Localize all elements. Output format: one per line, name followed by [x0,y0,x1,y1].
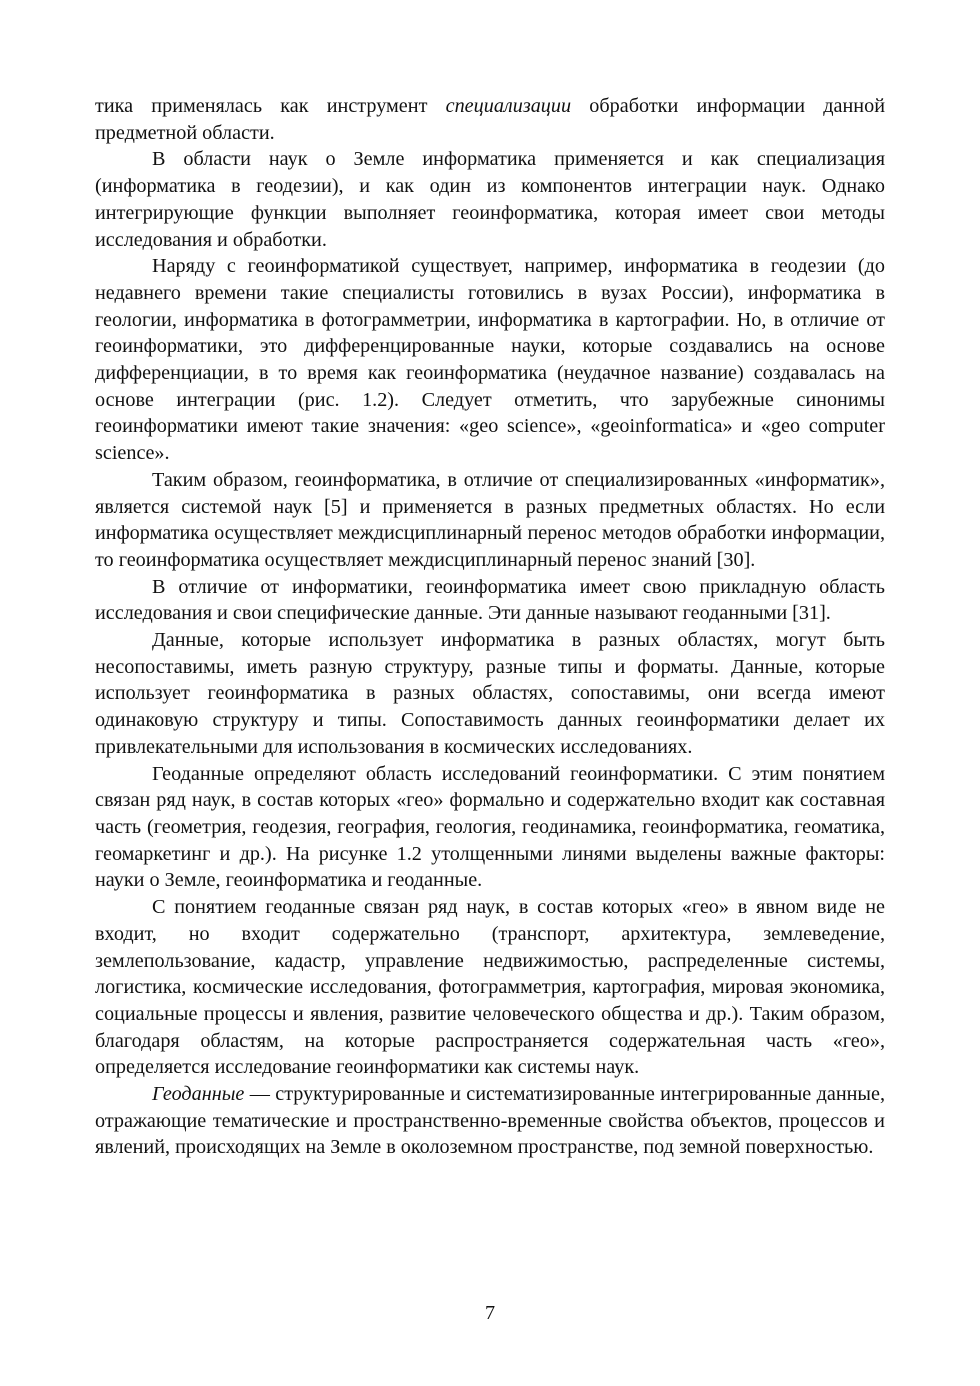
page-number: 7 [484,1302,496,1324]
paragraph-7: Геоданные определяют область исследований геоинформатики. С этим понятием связан ряд наук, в состав которых «гео» формально и содержательно входит как составная часть (геометрия, геодезия, география, геология, геодинамика, геоинформатика, геоматика, геомаркетинг и др.). На рисунке 1.2 утолщенными линями выделены важные факторы: науки о Земле, геоинформатика и геоданные. [95,762,885,892]
paragraph-3: Наряду с геоинформатикой существует, например, информатика в геодезии (до недавнего времени такие специалисты готовились в вузах России), информатика в геологии, информатика в фотограмметрии, информатика в картографии. Но, в отличие от геоинформатики, это дифференцированные науки, которые создавались на основе дифференциации, в то время как геоинформатика (неудачное название) создавалась на основе интеграции (рис. 1.2). Следует отметить, что зарубежные синонимы геоинформатики имеют такие значения: «geo science», «geoinformatica» и «geo computer science». [95,255,885,465]
paragraph-5: В отличие от информатики, геоинформатика имеет свою прикладную область исследования и свои специфические данные. Эти данные называют геоданными [31]. [95,575,885,625]
paragraph-1: тика применялась как инструмент специализации обработки информации данной предметной области. [95,95,885,144]
paragraph-8: С понятием геоданные связан ряд наук, в состав которых «гео» в явном виде не входит, но входит содержательно (транспорт, архитектура, землеведение, землепользование, кадастр, управление недвижимостью, распределенные системы, логистика, космические исследования, фотограмметрия, картография, мировая экономика, социальные процессы и явления, развитие человеческого общества и др.). Таким образом, благодаря областям, на которые распространяется содержательная часть «гео», определяется исследование геоинформатики как системы наук. [95,896,885,1079]
paragraph-4: Таким образом, геоинформатика, в отличие от специализированных «информатик», является системой наук [5] и применяется в разных предметных областях. Но если информатика осуществляет междисциплинарный перенос методов обработки информации, то геоинформатика осуществляет междисциплинарный перенос знаний [30]. [95,468,885,571]
paragraph-9: Геоданные — структурированные и систематизированные интегрированные данные, отражающие тематические и пространственно-временные свойства объектов, процессов и явлений, происходящих на Земле в околоземном пространстве, под земной поверхностью. [95,1083,885,1159]
paragraph-2: В области наук о Земле информатика применяется и как специализация (информатика в геодезии), и как один из компонентов интеграции наук. Однако интегрирующие функции выполняет геоинформатика, которая имеет свои методы исследования и обработки. [95,148,885,251]
paragraph-6: Данные, которые использует информатика в разных областях, могут быть несопоставимы, иметь разную структуру, разные типы и форматы. Данные, которые использует геоинформатика в разных областях, сопоставимы, они всегда имеют одинаковую структуру и типы. Сопоставимость данных геоинформатики делает их привлекательными для использования в космических исследованиях. [95,629,885,758]
page-body [95,93,885,1161]
